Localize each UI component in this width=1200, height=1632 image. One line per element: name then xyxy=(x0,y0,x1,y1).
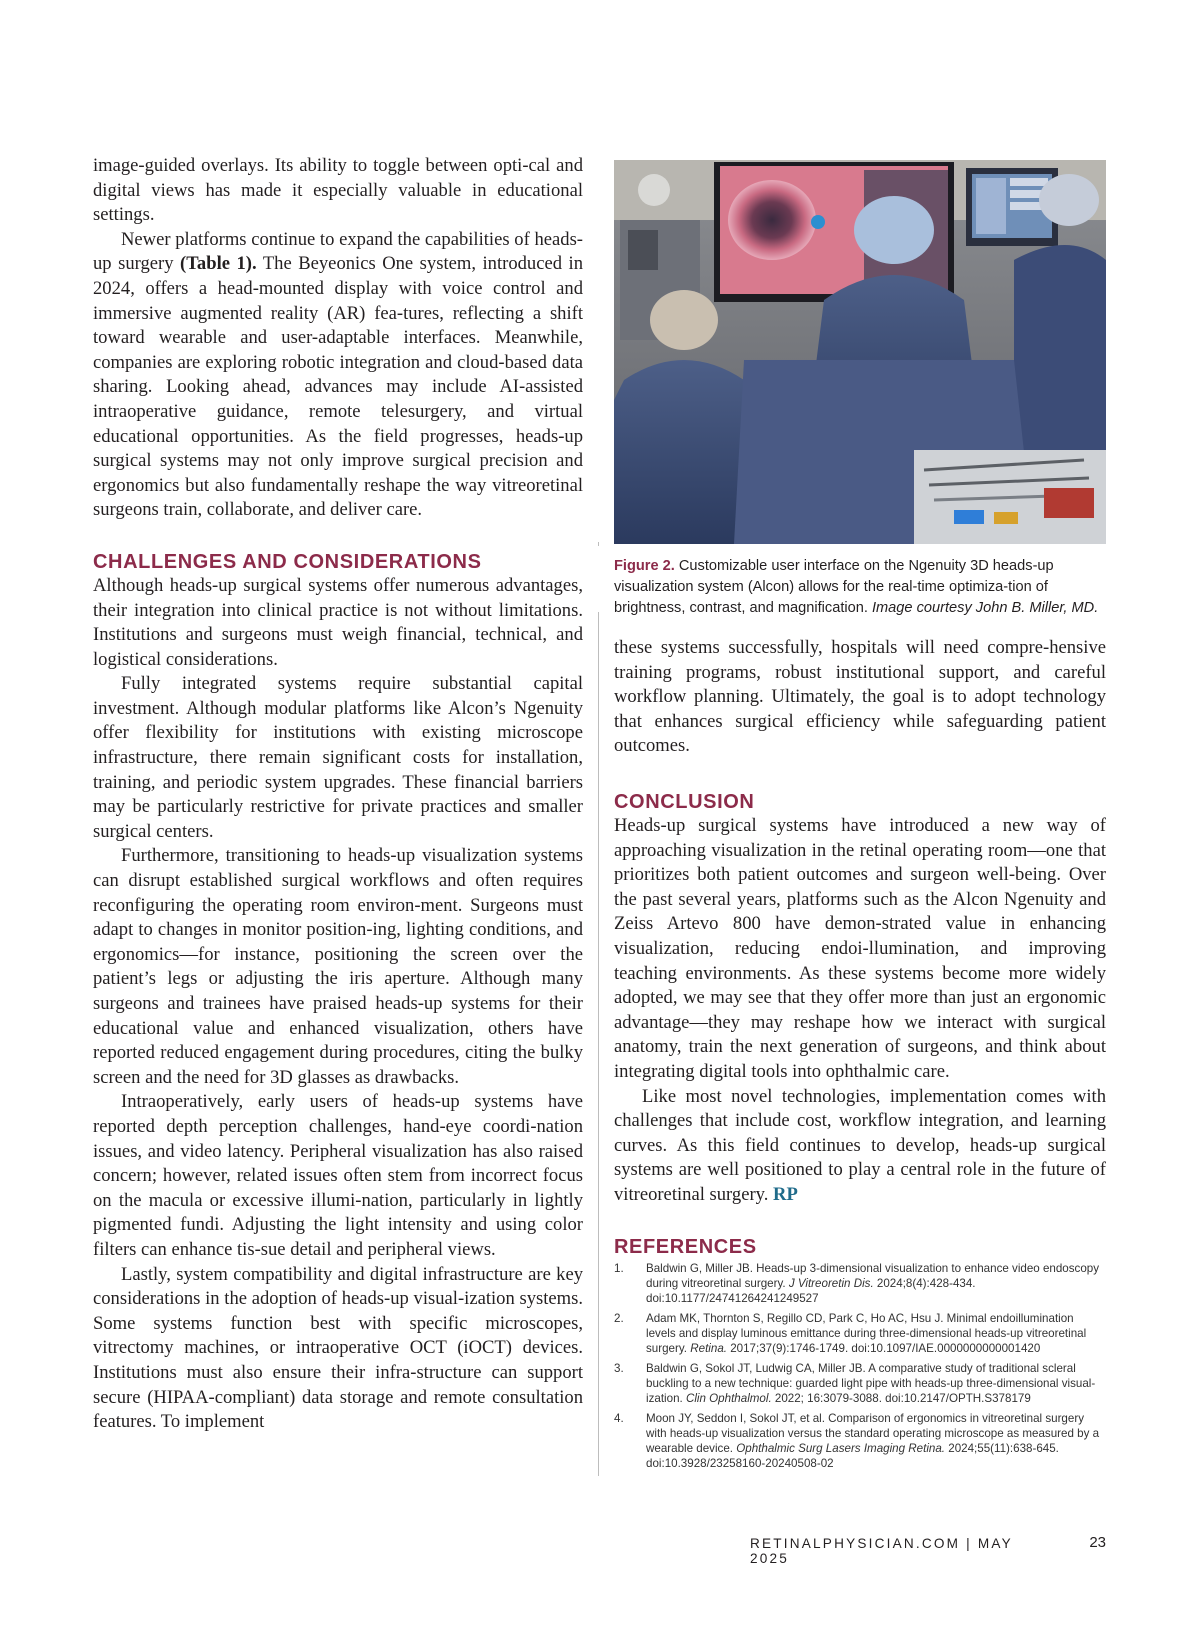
paragraph-intro-continued: image-guided overlays. Its ability to toggle between opti-cal and digital views has made it especially valuable in educational settings. xyxy=(93,155,583,226)
paragraph-challenges-4: Intraoperatively, early users of heads-up systems have reported depth perception challenges, hand-eye coordi-nation issues, and video latency. Peripheral visualization has also raised concern; however, related issues often stem from incorrect focus on the macula or excessive illumi-nation, particularly in lightly pigmented fundi. Adjusting the light intensity and using color filters can enhance tis-sue detail and peripheral views. xyxy=(93,1091,583,1260)
reference-citation[interactable]: 2024;8(4):428-434. doi:10.1177/24741264241249527 xyxy=(646,1277,976,1306)
reference-text: Baldwin G, Sokol JT, Ludwig CA, Miller JB. A comparative study of traditional scleral buckling to a new technique: guarded light pipe with heads-up three-dimensional visual-ization. xyxy=(646,1362,1096,1406)
section-heading-challenges: CHALLENGES AND CONSIDERATIONS xyxy=(93,550,482,573)
left-column xyxy=(93,154,583,1435)
figure-label: Figure 2. xyxy=(614,558,675,574)
references-list xyxy=(614,1261,1106,1471)
page-number: 23 xyxy=(1089,1534,1106,1551)
paragraph-challenges-5: Lastly, system compatibility and digital infrastructure are key considerations in the adoption of heads-up visual-ization systems. Some systems function best with specific microscopes, vitrectomy machines, or intraoperative OCT (iOCT) devices. Institutions must also ensure their infra-structure can support secure (HIPAA-compliant) data storage and remote consultation features. To implement xyxy=(93,1263,583,1433)
reference-number: 4. xyxy=(614,1412,624,1426)
page-footer xyxy=(750,1534,1106,1566)
reference-number: 1. xyxy=(614,1262,624,1276)
paragraph-challenges-2: Fully integrated systems require substantial capital investment. Although modular platforms like Alcon’s Ngenuity offer flexibility for institutions with existing microscope infrastructure, there remain significant costs for installation, training, and periodic system upgrades. These financial barriers may be particularly restrictive for private practices and smaller surgical centers. xyxy=(93,673,583,842)
text-run: The Beyeonics One system, introduced in 2024, offers a head-mounted display with voice control and immersive augmented reality (AR) fea-tures, reflecting a shift toward wearable and user-adaptable interfaces. Meanwhile, companies are exploring robotic integration and cloud-based data sharing. Looking ahead, advances may include AI-assisted intraoperative guidance, remote telesurgery, and virtual educational opportunities. As the field progresses, heads-up surgical systems may not only improve surgical precision and ergonomics but also fundamentally reshape the way vitreoretinal surgeons train, collaborate, and deliver care. xyxy=(93,253,583,521)
figure-credit: Image courtesy John B. Miller, MD. xyxy=(871,600,1099,616)
column-divider xyxy=(598,612,599,1476)
reference-item xyxy=(614,1261,1106,1306)
reference-item xyxy=(614,1411,1106,1471)
operating-room-illustration xyxy=(614,160,1106,544)
reference-item xyxy=(614,1361,1106,1406)
reference-journal: Retina. xyxy=(690,1342,727,1356)
paragraph-challenges-1: Although heads-up surgical systems offer numerous advantages, their integration into clinical practice is not without limitations. Institutions and surgeons must weigh financial, technical, and logistical considerations. xyxy=(93,574,583,670)
reference-journal: Clin Ophthalmol. xyxy=(685,1392,772,1406)
paragraph-conclusion-2 xyxy=(614,1085,1106,1208)
text-run: Newer platforms continue to expand the capabilities of heads-up surgery xyxy=(93,228,583,275)
reference-citation[interactable]: 2022; 16:3079-3088. doi:10.2147/OPTH.S378179 xyxy=(771,1392,1031,1406)
rp-end-mark: RP xyxy=(773,1183,798,1205)
footer-site-date[interactable]: RETINALPHYSICIAN.COM | MAY 2025 xyxy=(750,1536,1013,1566)
reference-citation[interactable]: 2017;37(9):1746-1749. doi:10.1097/IAE.0000000000001420 xyxy=(726,1342,1041,1356)
section-heading-references: REFERENCES xyxy=(614,1236,757,1259)
paragraph-challenges-3: Furthermore, transitioning to heads-up visualization systems can disrupt established surgical workflows and often requires reconfiguring the operating room environ-ment. Surgeons must adapt to changes in monitor position-ing, lighting conditions, and ergonomics—for instance, positioning the screen over the patient’s legs or adjusting the iris aperture. Although many surgeons and trainees have praised heads-up systems for their educational value and enhanced visualization, others have reported reduced engagement during procedures, citing the bulky screen and the need for 3D glasses as drawbacks. xyxy=(93,845,583,1088)
paragraph-implementation-continued: these systems successfully, hospitals will need compre-hensive training programs, robust institutional support, and careful workflow planning. Ultimately, the goal is to adopt technology that enhances surgical efficiency while safeguarding patient outcomes. xyxy=(614,637,1106,757)
text-run: Like most novel technologies, implementation comes with challenges that include cost, workflow integration, and learning curves. As this field continues to develop, heads-up surgical systems are well positioned to play a central role in the future of vitreoretinal surgery. xyxy=(614,1085,1106,1205)
paragraph-conclusion-1: Heads-up surgical systems have introduced a new way of approaching visualization in the retinal operating room—one that prioritizes both patient outcomes and surgeon well-being. Over the past several years, platforms such as the Alcon Ngenuity and Zeiss Artevo 800 have demon-strated value in enhancing visualization, reducing endoi-llumination, and improving teaching environments. As these systems become more widely adopted, we may see that they offer more than just an ergonomic advantage—they may reshape how we interact with surgical anatomy, train the next generation of surgeons, and think about integrating digital tools into ophthalmic care. xyxy=(614,814,1106,1082)
reference-journal: J Vitreoretin Dis. xyxy=(788,1277,874,1291)
paragraph-newer-platforms xyxy=(93,228,583,523)
figure-caption-text: Customizable user interface on the Ngenuity 3D heads-up visualization system (Alcon) allows for the real-time optimiza-tion of brightness, contrast, and magnification. xyxy=(614,558,1054,616)
reference-journal: Ophthalmic Surg Lasers Imaging Retina. xyxy=(736,1442,946,1456)
reference-text: Baldwin G, Miller JB. Heads-up 3-dimensional visualization to enhance video endoscopy during vitreoretinal surgery. xyxy=(646,1262,1100,1291)
table-reference[interactable]: (Table 1). xyxy=(180,253,257,275)
section-heading-conclusion: CONCLUSION xyxy=(614,790,755,813)
reference-item xyxy=(614,1311,1106,1356)
reference-citation[interactable]: 2024;55(11):638-645. doi:10.3928/23258160-20240508-02 xyxy=(646,1442,1059,1471)
reference-text: Moon JY, Seddon I, Sokol JT, et al. Comparison of ergonomics in vitreoretinal surgery with heads-up visualization versus the standard operating microscope as measured by a wearable device. xyxy=(646,1412,1100,1456)
right-column xyxy=(614,636,1106,1476)
figure-caption xyxy=(614,556,1106,619)
figure-photo xyxy=(614,160,1106,544)
reference-number: 2. xyxy=(614,1312,624,1326)
reference-number: 3. xyxy=(614,1362,624,1376)
column-divider-top xyxy=(598,542,599,546)
reference-text: Adam MK, Thornton S, Regillo CD, Park C, Ho AC, Hsu J. Minimal endoillumination levels and display luminous emittance during three-dimensional heads-up vitreoretinal surgery. xyxy=(646,1312,1087,1356)
